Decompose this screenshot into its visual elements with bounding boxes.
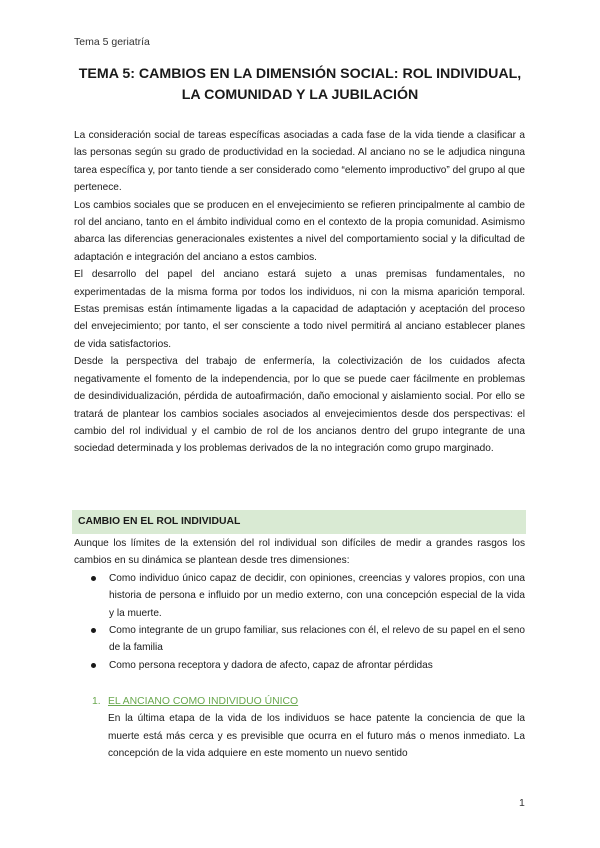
intro-body: [74, 127, 525, 458]
bullet-icon: [91, 576, 96, 581]
paragraph: Los cambios sociales que se producen en el envejecimiento se refieren principalmente al cambio de rol del anciano, tanto en el ámbito individual como en el contexto de la propia comunidad. Asimismo abarca las diferencias generacionales existentes a nivel del comportamiento social y la dificultad de adaptación e integración del anciano a estos cambios.: [74, 199, 525, 263]
bullet-list: [74, 570, 525, 674]
list-item: [74, 657, 525, 674]
title-line-2: LA COMUNIDAD Y LA JUBILACIÓN: [181, 87, 419, 103]
section-intro: Aunque los límites de la extensión del rol individual son difíciles de medir a grandes rasgos los cambios en su dinámica se plantean desde tres dimensiones:: [74, 538, 525, 567]
bullet-icon: [91, 628, 96, 633]
subsection-text: En la última etapa de la vida de los individuos se hace patente la conciencia de que la muerte está más cerca y es previsible que ocurra en el futuro más o menos inmediato. La concepción de la vida adquiere en este momento un nuevo sentido: [108, 713, 525, 760]
title-line-1: TEMA 5: CAMBIOS EN LA DIMENSIÓN SOCIAL: ROL INDIVIDUAL,: [78, 66, 522, 82]
page-header: Tema 5 geriatría: [74, 36, 150, 48]
section-heading: CAMBIO EN EL ROL INDIVIDUAL: [78, 516, 241, 527]
subsection-title: EL ANCIANO COMO INDIVIDUO ÚNICO: [108, 696, 299, 707]
subsection-heading: [92, 693, 525, 710]
paragraph: El desarrollo del papel del anciano estará sujeto a unas premisas fundamentales, no experimentadas de la misma forma por todos los individuos, ni con la misma aparición temporal. Estas premisas están íntimamente ligadas a la capacidad de adaptación y aceptación del proceso del envejecimiento; por tanto, el ser consciente a todo nivel permitirá al anciano establecer planes de vida satisfactorios.: [74, 269, 525, 350]
bullet-icon: [91, 663, 96, 668]
section-body: [74, 535, 525, 674]
paragraph: La consideración social de tareas específicas asociadas a cada fase de la vida tiende a clasificar a las personas según su grado de productividad en la sociedad. Al anciano no se le adjudica ninguna tarea específica y, por tanto tiende a ser considerado como “elemento improductivo” del grupo al que pertenece.: [74, 130, 525, 194]
list-item: [74, 622, 525, 657]
document-title: [60, 64, 540, 106]
subsection: [92, 693, 525, 763]
list-item-text: Como persona receptora y dadora de afecto, capaz de afrontar pérdidas: [109, 659, 433, 671]
subsection-number: 1.: [92, 696, 101, 707]
list-item-text: Como integrante de un grupo familiar, sus relaciones con él, el relevo de su papel en el seno de la familia: [109, 625, 525, 654]
list-item-text: Como individuo único capaz de decidir, con opiniones, creencias y valores propios, con una historia de persona e influido por un medio externo, con una concepción especial de la vida y la muerte.: [109, 572, 525, 619]
paragraph: Desde la perspectiva del trabajo de enfermería, la colectivización de los cuidados afecta negativamente el fomento de la independencia, por lo que se puede caer fácilmente en problemas de desindividualización, pérdida de autoafirmación, daño emocional y aislamiento social. Por ello se tratará de plantear los cambios sociales asociados al envejecimientos desde dos perspectivas: el cambio del rol individual y el cambio de rol de los ancianos dentro del grupo integrante de una sociedad determinada y los problemas derivados de la no integración como grupo marginado.: [74, 356, 525, 455]
page-number: 1: [519, 797, 525, 809]
list-item: [74, 570, 525, 622]
